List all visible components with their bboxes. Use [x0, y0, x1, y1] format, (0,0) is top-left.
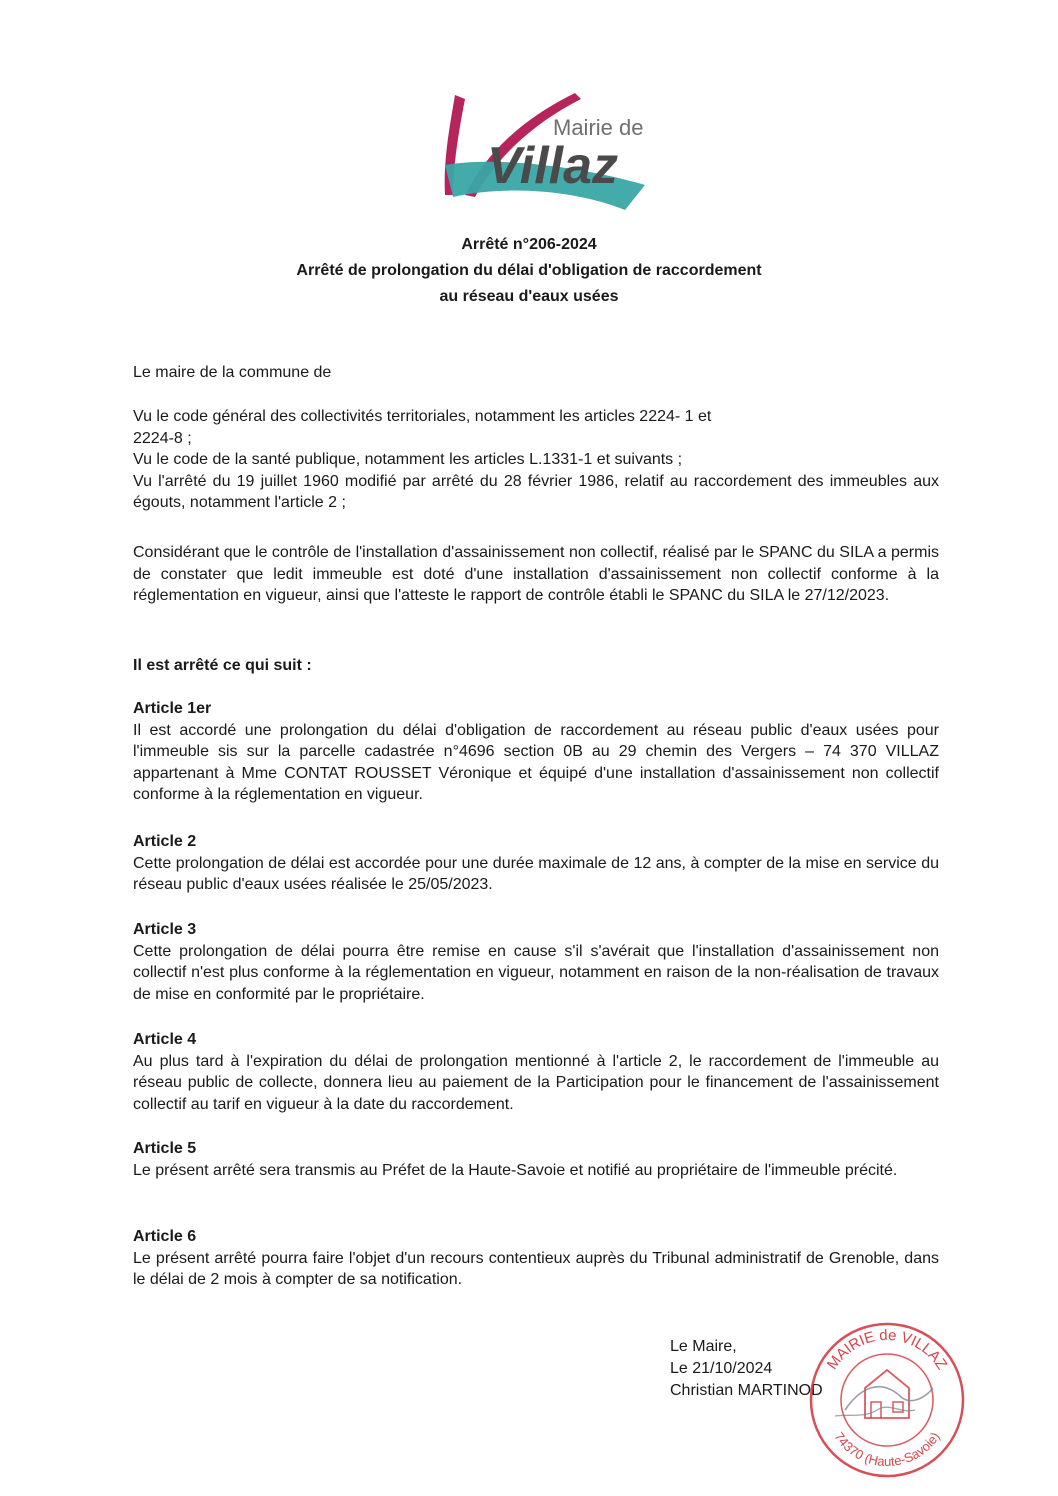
article-title: Article 3 — [133, 921, 197, 938]
article-block — [133, 831, 939, 896]
arrete-heading: Il est arrêté ce qui suit : — [133, 657, 312, 674]
article-title: Article 5 — [133, 1140, 197, 1157]
official-stamp-icon — [805, 1318, 970, 1483]
considerant-paragraph: Considérant que le contrôle de l'installation d'assainissement non collectif, réalisé par le SPANC du SILA a permis de constater que ledit immeuble est doté d'une installation d'assainissement non collectif conforme à la réglementation en vigueur, ainsi que l'atteste le rapport de contrôle établi le SPANC du SILA le 27/12/2023. — [133, 544, 939, 604]
article-text: Cette prolongation de délai pourra être remise en cause s'il s'avérait que l'installation d'assainissement non collectif n'est plus conforme à la réglementation en vigueur, notamment en raison de la non-réalisation de travaux de mise en conformité par le propriétaire. — [133, 942, 939, 1003]
vu-clauses — [133, 406, 939, 514]
logo-line2: Villaz — [487, 137, 619, 195]
logo-line1: Mairie de — [553, 115, 644, 140]
article-block — [133, 919, 939, 1005]
intro-text: Le maire de la commune de — [133, 364, 332, 381]
vu-line: Vu l'arrêté du 19 juillet 1960 modifié par arrêté du 28 février 1986, relatif au raccordement des immeubles aux égouts, notamment l'article 2 ; — [133, 472, 939, 511]
stamp-bottom-text: 74370 (Haute-Savoie) — [831, 1429, 943, 1470]
article-block — [133, 1029, 939, 1115]
mairie-villaz-logo — [425, 85, 675, 215]
article-block — [133, 698, 939, 806]
svg-text:MAIRIE de VILLAZ — [824, 1327, 950, 1373]
arrete-title-line2: au réseau d'eaux usées — [439, 288, 619, 305]
arrete-title-line1: Arrêté de prolongation du délai d'obligation de raccordement — [296, 262, 762, 279]
vu-line: Vu le code de la santé publique, notamment les articles L.1331-1 et suivants ; — [133, 451, 683, 468]
article-title: Article 2 — [133, 833, 197, 850]
article-title: Article 6 — [133, 1228, 197, 1245]
signature-role: Le Maire, — [670, 1338, 737, 1355]
article-text: Il est accordé une prolongation du délai d'obligation de raccordement au réseau public d'eaux usées pour l'immeuble sis sur la parcelle cadastrée n°4696 section 0B au 29 chemin des Vergers – 74 370 VILLAZ appartenant à Mme CONTAT ROUSSET Véronique et équipé d'une installation d'assainissement non collectif conforme à la réglementation en vigueur. — [133, 721, 939, 803]
signature-block — [670, 1336, 823, 1402]
vu-line: Vu le code général des collectivités territoriales, notamment les articles 2224- 1 et — [133, 408, 712, 425]
vu-line: 2224-8 ; — [133, 429, 192, 447]
article-text: Le présent arrêté sera transmis au Préfet de la Haute-Savoie et notifié au propriétaire de l'immeuble précité. — [133, 1161, 898, 1179]
signature-date: Le 21/10/2024 — [670, 1360, 773, 1377]
article-block — [133, 1226, 939, 1291]
article-text: Au plus tard à l'expiration du délai de prolongation mentionné à l'article 2, le raccordement de l'immeuble au réseau public de collecte, donnera lieu au paiement de la Participation pour le financement de l'assainissement collectif au tarif en vigueur à la date du raccordement. — [133, 1052, 939, 1113]
article-text: Cette prolongation de délai est accordée pour une durée maximale de 12 ans, à compter de la mise en service du réseau public d'eaux usées réalisée le 25/05/2023. — [133, 854, 939, 893]
article-text: Le présent arrêté pourra faire l'objet d'un recours contentieux auprès du Tribunal administratif de Grenoble, dans le délai de 2 mois à compter de sa notification. — [133, 1249, 939, 1288]
svg-text:74370 (Haute-Savoie) — [831, 1429, 942, 1469]
signature-name: Christian MARTINOD — [670, 1382, 823, 1399]
article-title: Article 4 — [133, 1031, 197, 1048]
article-title: Article 1er — [133, 700, 212, 717]
stamp-top-text: MAIRIE de VILLAZ — [823, 1326, 951, 1373]
article-block — [133, 1138, 939, 1181]
arrete-number: Arrêté n°206-2024 — [461, 236, 597, 253]
document-header — [0, 232, 1058, 310]
